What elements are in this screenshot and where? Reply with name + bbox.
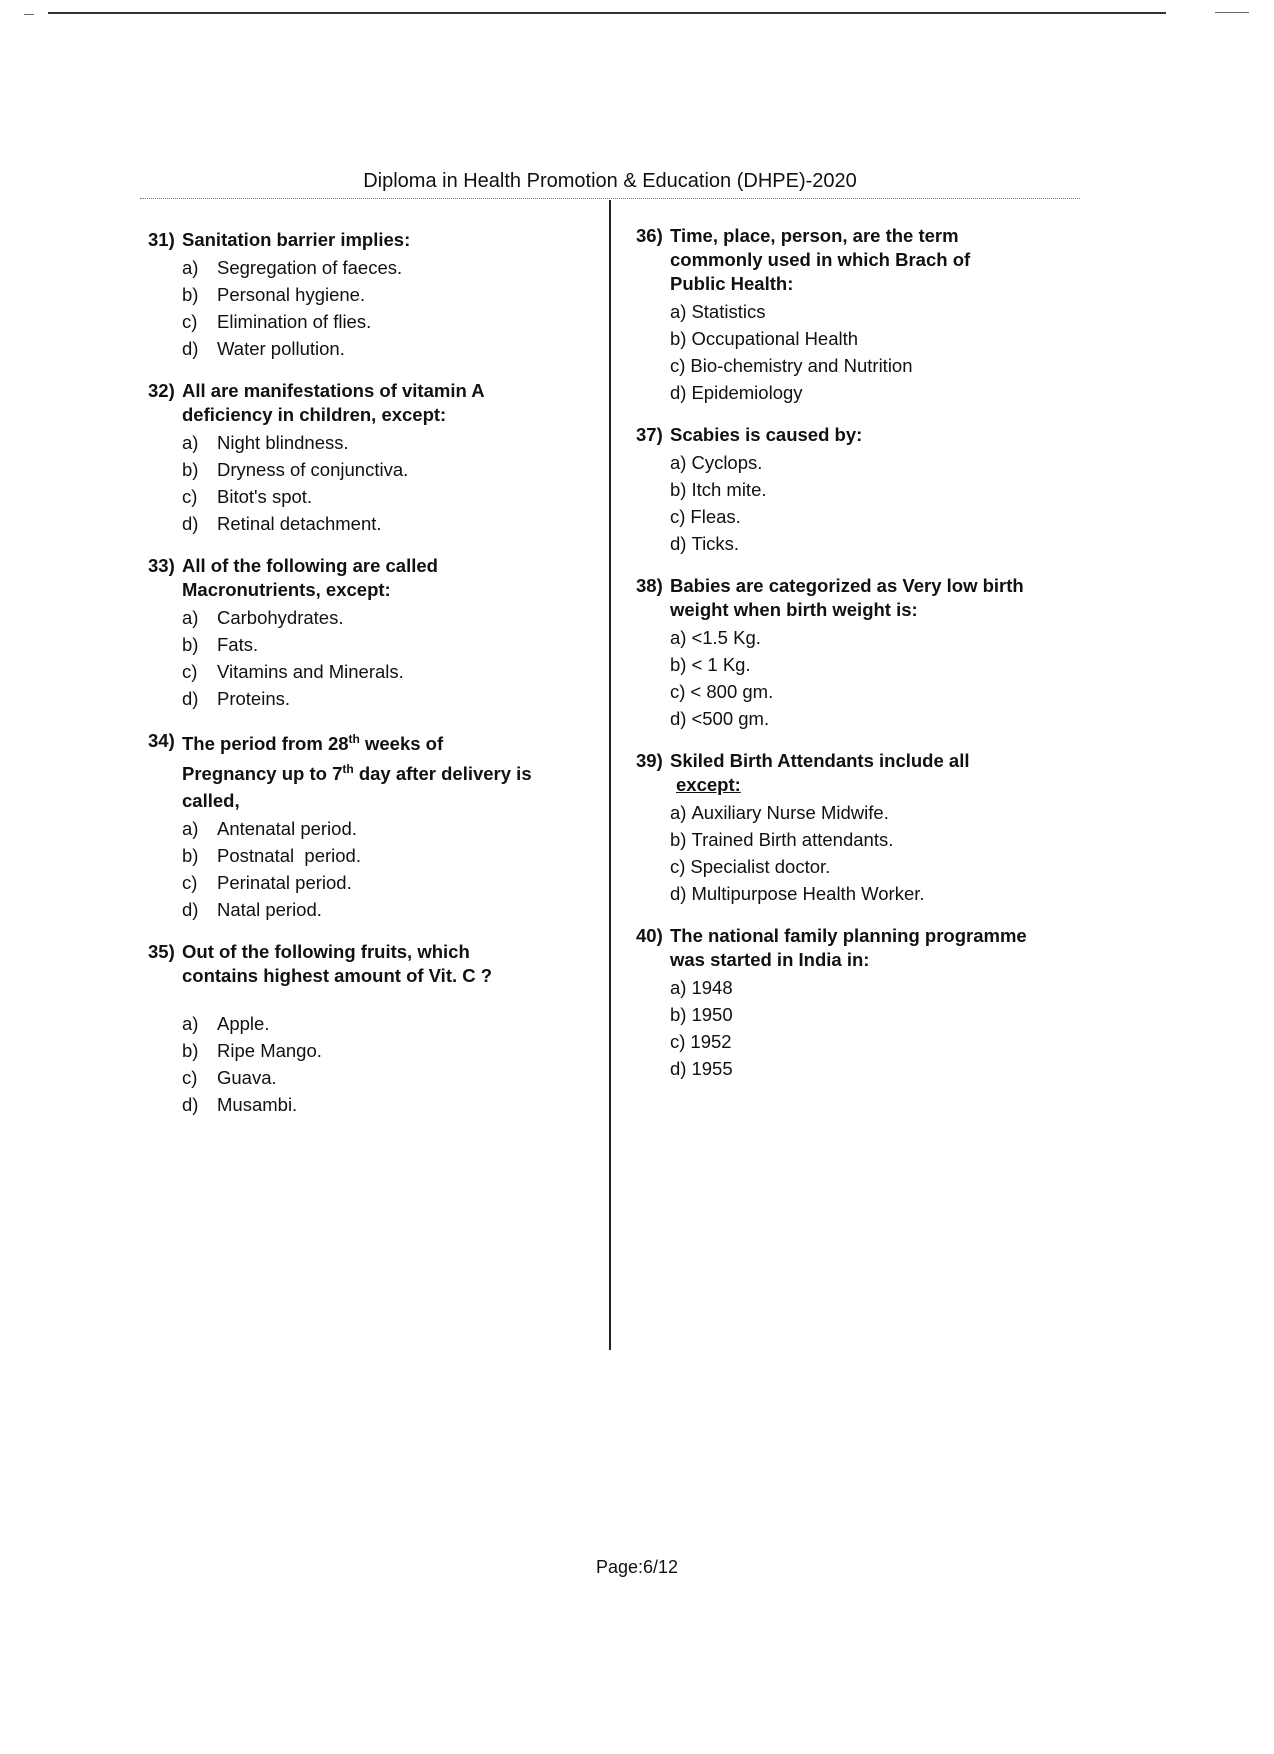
option-c: c) Elimination of flies. bbox=[182, 311, 372, 332]
scan-mark-left bbox=[24, 14, 34, 15]
option-b: b) Itch mite. bbox=[670, 479, 767, 500]
option-d: d) Retinal detachment. bbox=[182, 513, 382, 534]
stem-line: was started in India in: bbox=[670, 949, 870, 970]
question-stem bbox=[636, 224, 1076, 296]
question-stem bbox=[148, 379, 588, 427]
stem-line: Out of the following fruits, which bbox=[182, 941, 470, 962]
option-b: b) Personal hygiene. bbox=[182, 284, 366, 305]
option-d: d) Ticks. bbox=[670, 533, 740, 554]
option-b: b) Postnatal period. bbox=[182, 845, 361, 866]
option-a: a) Auxiliary Nurse Midwife. bbox=[670, 802, 889, 823]
question-31 bbox=[148, 228, 588, 362]
option-b: b) Fats. bbox=[182, 634, 259, 655]
option-list bbox=[148, 1010, 588, 1118]
option-list bbox=[148, 604, 588, 712]
option-a: a) Carbohydrates. bbox=[182, 607, 344, 628]
stem-line: Scabies is caused by: bbox=[670, 424, 863, 445]
option-a: a) Segregation of faeces. bbox=[182, 257, 403, 278]
question-33 bbox=[148, 554, 588, 712]
stem-line: All are manifestations of vitamin A bbox=[182, 380, 485, 401]
option-a: a) Cyclops. bbox=[670, 452, 763, 473]
option-b: b) Dryness of conjunctiva. bbox=[182, 459, 409, 480]
top-rule bbox=[48, 12, 1166, 14]
option-b: b) 1950 bbox=[670, 1004, 733, 1025]
question-39 bbox=[636, 749, 1076, 907]
column-divider bbox=[609, 200, 611, 1350]
stem-line: Sanitation barrier implies: bbox=[182, 229, 411, 250]
question-number: 33) bbox=[148, 555, 175, 576]
option-d: d) Multipurpose Health Worker. bbox=[670, 883, 925, 904]
option-a: a) Antenatal period. bbox=[182, 818, 357, 839]
stem-line: The period from 28th weeks of bbox=[182, 731, 444, 754]
stem-line-underlined: except: bbox=[676, 774, 741, 795]
question-number: 37) bbox=[636, 424, 663, 445]
header-divider bbox=[140, 198, 1080, 199]
page-number: Page:6/12 bbox=[595, 1557, 679, 1577]
stem-line: Macronutrients, except: bbox=[182, 579, 391, 600]
stem-line: Time, place, person, are the term bbox=[670, 225, 959, 246]
option-list bbox=[636, 799, 1076, 907]
stem-line: contains highest amount of Vit. C ? bbox=[182, 965, 493, 986]
question-stem bbox=[148, 228, 588, 252]
question-stem bbox=[148, 729, 588, 813]
question-stem bbox=[148, 940, 588, 988]
question-number: 40) bbox=[636, 925, 663, 946]
question-35 bbox=[148, 940, 588, 1118]
question-34 bbox=[148, 729, 588, 923]
option-c: c) Guava. bbox=[182, 1067, 277, 1088]
option-d: d) Natal period. bbox=[182, 899, 322, 920]
question-stem bbox=[636, 924, 1076, 972]
stem-line: Public Health: bbox=[670, 273, 794, 294]
option-d: d) <500 gm. bbox=[670, 708, 770, 729]
option-b: b) Ripe Mango. bbox=[182, 1040, 322, 1061]
question-number: 39) bbox=[636, 750, 663, 771]
option-list bbox=[636, 298, 1076, 406]
stem-line: weight when birth weight is: bbox=[670, 599, 918, 620]
question-number: 35) bbox=[148, 941, 175, 962]
option-c: c) Perinatal period. bbox=[182, 872, 352, 893]
option-d: d) 1955 bbox=[670, 1058, 733, 1079]
option-b: b) Occupational Health bbox=[670, 328, 859, 349]
question-37 bbox=[636, 423, 1076, 557]
option-c: c) Vitamins and Minerals. bbox=[182, 661, 404, 682]
question-stem bbox=[636, 749, 1076, 797]
stem-line: Pregnancy up to 7th day after delivery is bbox=[182, 761, 532, 784]
option-d: d) Musambi. bbox=[182, 1094, 298, 1115]
question-number: 34) bbox=[148, 730, 175, 751]
stem-line: called, bbox=[182, 790, 240, 811]
stem-line: commonly used in which Brach of bbox=[670, 249, 971, 270]
option-d: d) Proteins. bbox=[182, 688, 291, 709]
option-d: d) Epidemiology bbox=[670, 382, 803, 403]
stem-line: The national family planning programme bbox=[670, 925, 1027, 946]
page-title: Diploma in Health Promotion & Education (DHPE)-2020 bbox=[363, 170, 857, 192]
question-number: 32) bbox=[148, 380, 175, 401]
option-a: a) Apple. bbox=[182, 1013, 270, 1034]
scan-mark-right bbox=[1215, 12, 1249, 13]
stem-line: All of the following are called bbox=[182, 555, 438, 576]
question-36 bbox=[636, 224, 1076, 406]
question-number: 36) bbox=[636, 225, 663, 246]
option-list bbox=[148, 815, 588, 923]
option-a: a) <1.5 Kg. bbox=[670, 627, 761, 648]
question-stem bbox=[148, 554, 588, 602]
option-c: c) Bitot's spot. bbox=[182, 486, 313, 507]
stem-line: Skiled Birth Attendants include all bbox=[670, 750, 970, 771]
option-list bbox=[636, 624, 1076, 732]
question-stem bbox=[636, 574, 1076, 622]
option-a: a) 1948 bbox=[670, 977, 733, 998]
question-40 bbox=[636, 924, 1076, 1082]
question-number: 31) bbox=[148, 229, 175, 250]
left-column bbox=[148, 228, 588, 1135]
option-a: a) Night blindness. bbox=[182, 432, 349, 453]
option-list bbox=[148, 429, 588, 537]
option-d: d) Water pollution. bbox=[182, 338, 345, 359]
option-c: c) Fleas. bbox=[670, 506, 741, 527]
option-a: a) Statistics bbox=[670, 301, 766, 322]
option-c: c) Bio-chemistry and Nutrition bbox=[670, 355, 913, 376]
option-b: b) Trained Birth attendants. bbox=[670, 829, 894, 850]
option-list bbox=[636, 449, 1076, 557]
option-c: c) 1952 bbox=[670, 1031, 732, 1052]
question-38 bbox=[636, 574, 1076, 732]
question-stem bbox=[636, 423, 1076, 447]
stem-line: deficiency in children, except: bbox=[182, 404, 447, 425]
right-column bbox=[636, 224, 1076, 1099]
option-list bbox=[148, 254, 588, 362]
question-number: 38) bbox=[636, 575, 663, 596]
option-list bbox=[636, 974, 1076, 1082]
option-b: b) < 1 Kg. bbox=[670, 654, 751, 675]
option-c: c) Specialist doctor. bbox=[670, 856, 831, 877]
stem-line: Babies are categorized as Very low birth bbox=[670, 575, 1024, 596]
option-c: c) < 800 gm. bbox=[670, 681, 774, 702]
question-32 bbox=[148, 379, 588, 537]
